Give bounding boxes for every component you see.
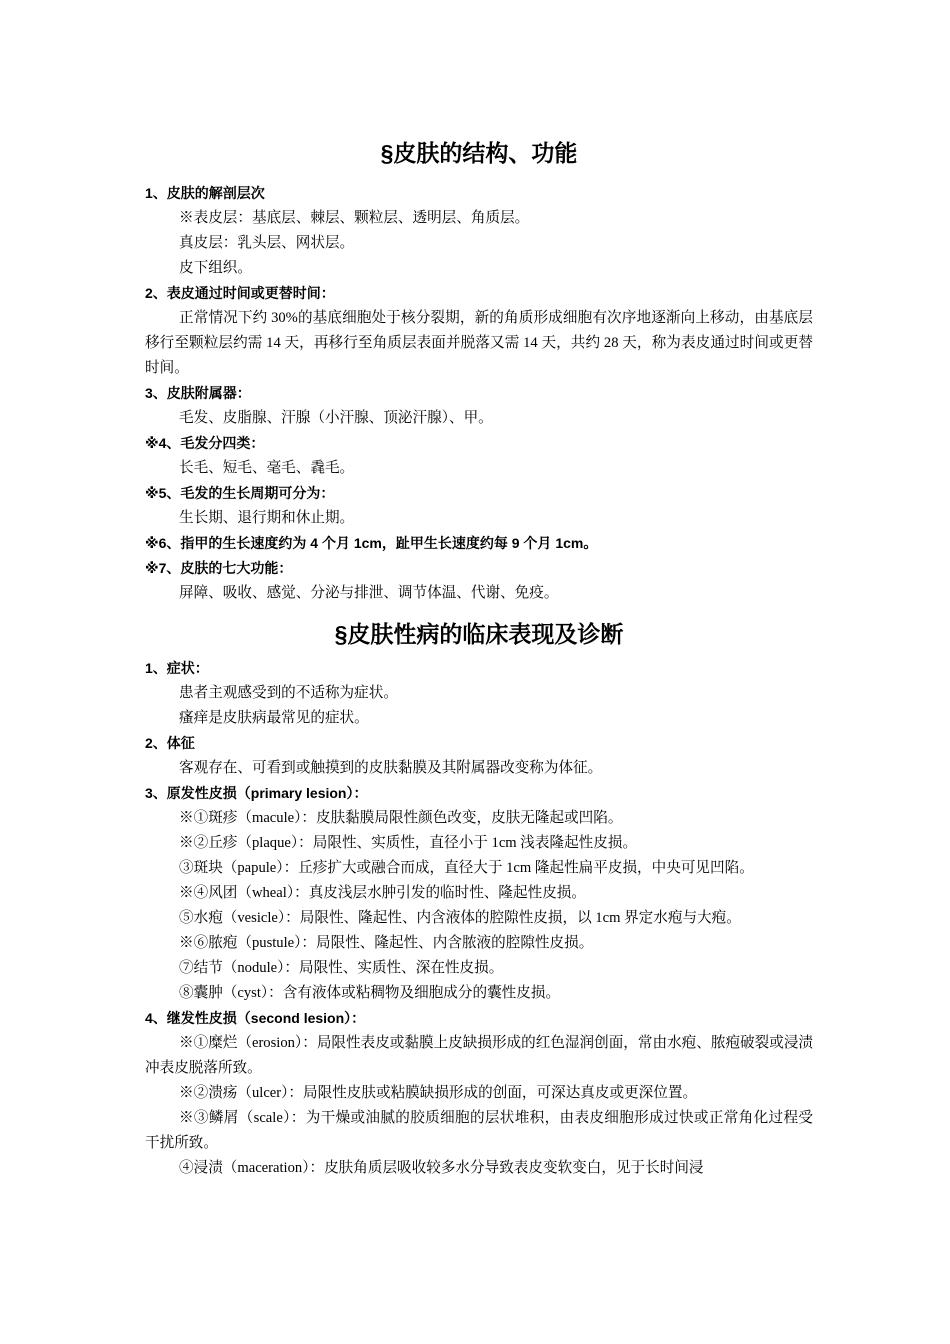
section-heading: 1、症状：: [145, 660, 209, 676]
paragraph: 长毛、短毛、毫毛、毳毛。: [179, 460, 355, 476]
paragraph: 患者主观感受到的不适称为症状。: [179, 685, 398, 701]
lesion-item: ④浸渍（maceration）：皮肤角质层吸收较多水分导致表皮变软变白，见于长时间浸: [179, 1160, 704, 1176]
document-body: [145, 137, 813, 1181]
section-heading: 4、继发性皮损（second lesion）：: [145, 1010, 366, 1026]
paragraph: 真皮层：乳头层、网状层。: [179, 235, 355, 251]
lesion-item: ⑤水疱（vesicle）：局限性、隆起性、内含液体的腔隙性皮损，以 1cm 界定水疱与大疱。: [179, 910, 741, 926]
paragraph: ※表皮层：基底层、棘层、颗粒层、透明层、角质层。: [179, 210, 530, 226]
section-heading: 1、皮肤的解剖层次: [145, 185, 265, 201]
lesion-item: ※③鳞屑（scale）：为干燥或油腻的胶质细胞的层状堆积，由表皮细胞形成过快或正常角化过程受干扰所致。: [145, 1110, 813, 1151]
section-heading: ※7、皮肤的七大功能：: [145, 560, 293, 576]
section-heading: ※5、毛发的生长周期可分为：: [145, 485, 335, 501]
paragraph: 生长期、退行期和休止期。: [179, 510, 355, 526]
section-title: §皮肤性病的临床表现及诊断: [334, 621, 624, 647]
lesion-item: ※①斑疹（macule）：皮肤黏膜局限性颜色改变，皮肤无隆起或凹陷。: [179, 810, 623, 826]
section-title: §皮肤的结构、功能: [380, 140, 578, 166]
section-heading: 2、表皮通过时间或更替时间：: [145, 285, 335, 301]
section-heading: 3、皮肤附属器：: [145, 385, 251, 401]
paragraph: 毛发、皮脂腺、汗腺（小汗腺、顶泌汗腺）、甲。: [179, 410, 493, 426]
paragraph: 瘙痒是皮肤病最常见的症状。: [179, 710, 369, 726]
lesion-item: ※②丘疹（plaque）：局限性、实质性，直径小于 1cm 浅表隆起性皮损。: [179, 835, 638, 851]
lesion-item: ※②溃疡（ulcer）：局限性皮肤或粘膜缺损形成的创面，可深达真皮或更深位置。: [179, 1085, 698, 1101]
lesion-item: ※⑥脓疱（pustule）：局限性、隆起性、内含脓液的腔隙性皮损。: [179, 935, 594, 951]
section-heading: 2、体征: [145, 735, 195, 751]
lesion-item: ※④风团（wheal）：真皮浅层水肿引发的临时性、隆起性皮损。: [179, 885, 586, 901]
section-heading: ※4、毛发分四类：: [145, 435, 265, 451]
paragraph: 客观存在、可看到或触摸到的皮肤黏膜及其附属器改变称为体征。: [179, 760, 603, 776]
section-heading: ※6、指甲的生长速度约为 4 个月 1cm，趾甲生长速度约每 9 个月 1cm。: [145, 535, 598, 551]
lesion-item: ※①糜烂（erosion）：局限性表皮或黏膜上皮缺损形成的红色湿润创面，常由水疱、脓疱破裂或浸渍冲表皮脱落所致。: [145, 1035, 814, 1076]
lesion-item: ⑧囊肿（cyst）：含有液体或粘稠物及细胞成分的囊性皮损。: [179, 985, 561, 1001]
paragraph: 皮下组织。: [179, 260, 252, 276]
section-heading: 3、原发性皮损（primary lesion）：: [145, 785, 368, 801]
paragraph: 正常情况下约 30%的基底细胞处于核分裂期，新的角质形成细胞有次序地逐渐向上移动，由基底层移行至颗粒层约需 14 天，再移行至角质层表面并脱落又需 14 天，共约 28 天，称为表皮通过时间或更替时间。: [145, 310, 813, 376]
lesion-item: ⑦结节（nodule）：局限性、实质性、深在性皮损。: [179, 960, 504, 976]
paragraph: 屏障、吸收、感觉、分泌与排泄、调节体温、代谢、免疫。: [179, 585, 559, 601]
lesion-item: ③斑块（papule）：丘疹扩大或融合而成，直径大于 1cm 隆起性扁平皮损，中央可见凹陷。: [179, 860, 754, 876]
